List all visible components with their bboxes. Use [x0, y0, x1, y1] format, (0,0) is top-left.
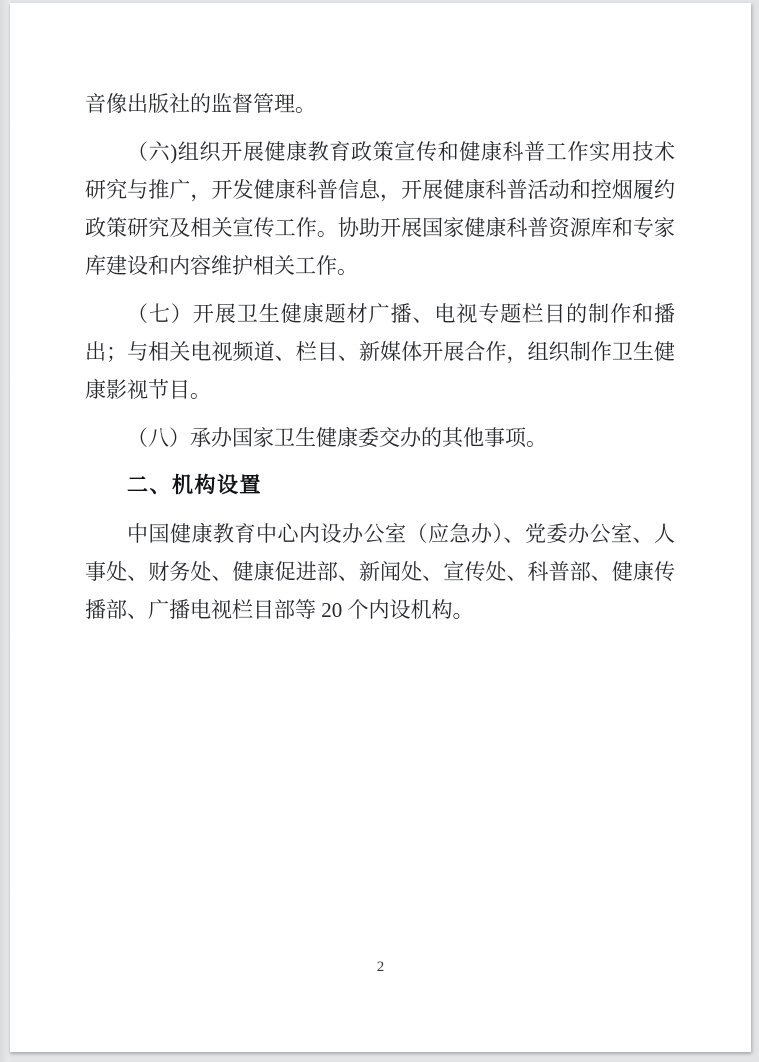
- paragraph-item-eight: （八）承办国家卫生健康委交办的其他事项。: [127, 426, 547, 450]
- document-page: [10, 3, 751, 1052]
- paragraph-internal-departments: 中国健康教育中心内设办公室（应急办）、党委办公室、人事处、财务处、健康促进部、新闻处、宣传处、科普部、健康传播部、广播电视栏目部等 20 个内设机构。: [85, 522, 675, 622]
- page-number: 2: [376, 959, 385, 975]
- document-body: [85, 85, 675, 639]
- paragraph-item-six: （六)组织开展健康教育政策宣传和健康科普工作实用技术研究与推广，开发健康科普信息，开展健康科普活动和控烟履约政策研究及相关宣传工作。协助开展国家健康科普资源库和专家库建设和内容维护相关工作。: [85, 140, 675, 278]
- section-heading-org-setup: 二、机构设置: [127, 474, 262, 497]
- paragraph-continuation: 音像出版社的监督管理。: [85, 92, 316, 116]
- paragraph-item-seven: （七）开展卫生健康题材广播、电视专题栏目的制作和播出；与相关电视频道、栏目、新媒体开展合作，组织制作卫生健康影视节目。: [85, 302, 675, 402]
